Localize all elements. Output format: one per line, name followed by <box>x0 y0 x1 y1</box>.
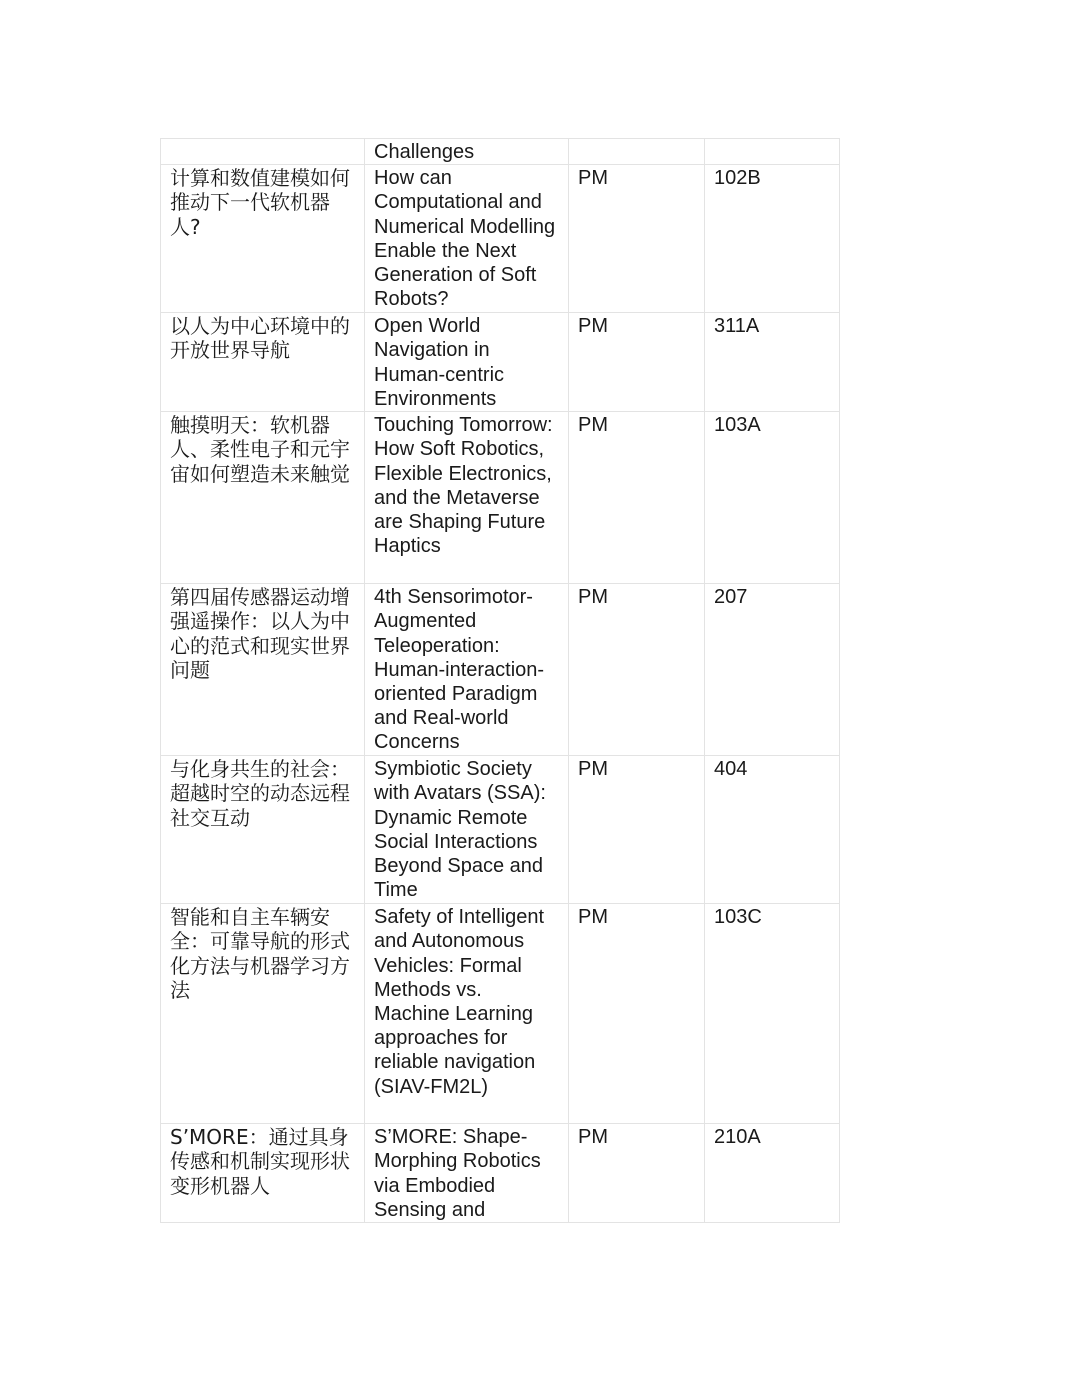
english-title-cell: 4th Sensorimotor-Augmented Teleoperation: Human-interaction-oriented Paradigm and Real-world Concerns <box>365 584 569 756</box>
time-cell <box>569 139 705 165</box>
table-row <box>161 139 840 165</box>
english-title-cell: Symbiotic Society with Avatars (SSA): Dynamic Remote Social Interactions Beyond Space and Time <box>365 756 569 904</box>
room-cell: 311A <box>705 313 840 412</box>
table-row <box>161 756 840 904</box>
workshop-schedule-table <box>160 138 840 1223</box>
table-row <box>161 584 840 756</box>
english-title-cell: How can Computational and Numerical Modelling Enable the Next Generation of Soft Robots? <box>365 165 569 313</box>
time-cell: PM <box>569 584 705 756</box>
time-cell: PM <box>569 904 705 1124</box>
room-cell: 207 <box>705 584 840 756</box>
time-cell: PM <box>569 756 705 904</box>
time-cell: PM <box>569 165 705 313</box>
english-title-cell: Touching Tomorrow: How Soft Robotics, Flexible Electronics, and the Metaverse are Shaping Future Haptics <box>365 412 569 584</box>
chinese-title-cell: 智能和自主车辆安全：可靠导航的形式化方法与机器学习方法 <box>161 904 365 1124</box>
english-title-cell: Open World Navigation in Human-centric Environments <box>365 313 569 412</box>
chinese-title-cell: S’MORE：通过具身传感和机制实现形状变形机器人 <box>161 1124 365 1223</box>
time-cell: PM <box>569 1124 705 1223</box>
chinese-title-cell: 计算和数值建模如何推动下一代软机器人? <box>161 165 365 313</box>
schedule-page <box>160 138 839 1223</box>
english-title-cell: S’MORE: Shape-Morphing Robotics via Embodied Sensing and <box>365 1124 569 1223</box>
table-row <box>161 904 840 1124</box>
table-row <box>161 1124 840 1223</box>
table-row <box>161 412 840 584</box>
english-title-cell: Safety of Intelligent and Autonomous Vehicles: Formal Methods vs. Machine Learning approaches for reliable navigation (SIAV-FM2L) <box>365 904 569 1124</box>
time-cell: PM <box>569 412 705 584</box>
room-cell: 210A <box>705 1124 840 1223</box>
chinese-title-cell <box>161 139 365 165</box>
room-cell: 102B <box>705 165 840 313</box>
chinese-title-cell: 触摸明天：软机器人、柔性电子和元宇宙如何塑造未来触觉 <box>161 412 365 584</box>
room-cell: 103C <box>705 904 840 1124</box>
room-cell <box>705 139 840 165</box>
chinese-title-cell: 以人为中心环境中的开放世界导航 <box>161 313 365 412</box>
english-title-cell: Challenges <box>365 139 569 165</box>
time-cell: PM <box>569 313 705 412</box>
room-cell: 404 <box>705 756 840 904</box>
room-cell: 103A <box>705 412 840 584</box>
table-row <box>161 313 840 412</box>
table-row <box>161 165 840 313</box>
chinese-title-cell: 第四届传感器运动增强遥操作：以人为中心的范式和现实世界问题 <box>161 584 365 756</box>
chinese-title-cell: 与化身共生的社会：超越时空的动态远程社交互动 <box>161 756 365 904</box>
